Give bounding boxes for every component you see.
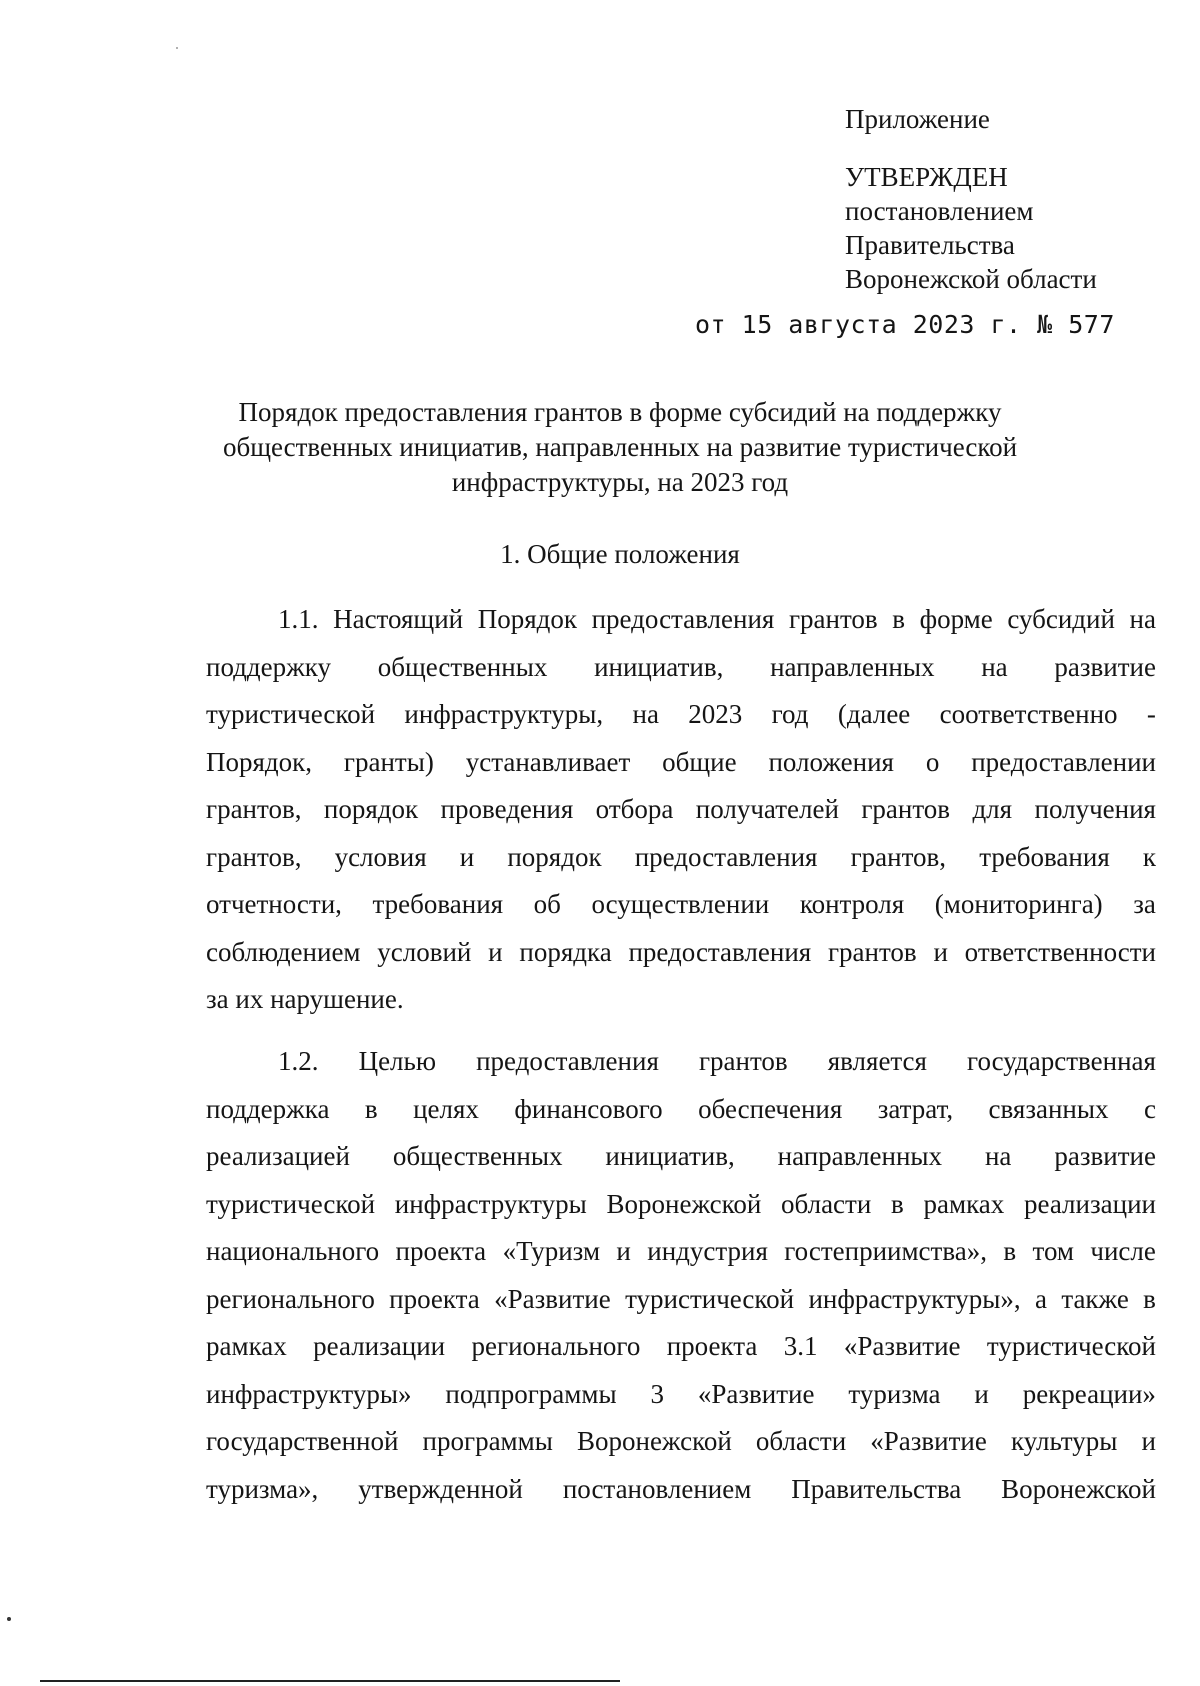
word: общественных	[377, 651, 548, 682]
word: том	[1032, 1236, 1075, 1266]
word: поддержка	[206, 1093, 330, 1124]
word: также	[1061, 1283, 1129, 1314]
word: к	[1142, 841, 1156, 872]
text-line	[206, 1379, 1156, 1427]
word: государственная	[967, 1046, 1156, 1076]
word: общественных	[392, 1141, 563, 1171]
word: культуры	[1010, 1426, 1118, 1456]
resolution-label: постановлением	[845, 196, 1034, 226]
text-line	[206, 747, 1156, 795]
text-line	[206, 1189, 1156, 1237]
text-line	[206, 1474, 1156, 1522]
word: утвержденной	[358, 1473, 523, 1504]
text-line	[206, 1236, 1156, 1284]
word: поддержку	[206, 651, 332, 682]
section-heading: 1. Общие положения	[500, 539, 740, 569]
word: Воронежской	[1001, 1473, 1156, 1504]
word: инфраструктуры,	[404, 699, 604, 729]
resolution-date-number: от 15 августа 2023 г. № 577	[695, 310, 1115, 339]
word: реализации	[313, 1331, 446, 1361]
word: «Развитие	[870, 1426, 987, 1456]
word: национального	[206, 1236, 380, 1266]
word: Целью	[358, 1046, 437, 1076]
appendix-label: Приложение	[845, 104, 990, 134]
word: проведения	[440, 794, 574, 824]
word: грантов,	[206, 794, 302, 824]
word: развитие	[1054, 1141, 1156, 1171]
word: (мониторинга)	[934, 889, 1103, 919]
word: за	[1133, 889, 1156, 919]
word: гостеприимства»,	[784, 1236, 987, 1266]
text-line	[206, 842, 1156, 890]
word: в	[892, 604, 905, 634]
page-bottom-rule	[40, 1680, 620, 1682]
word: грантов,	[850, 841, 947, 872]
word: контроля	[799, 889, 905, 919]
text-line	[206, 1331, 1156, 1379]
word: в	[1003, 1236, 1017, 1266]
word: проекта	[666, 1331, 758, 1361]
word: постановлением	[562, 1473, 752, 1504]
word: реализации	[1024, 1188, 1156, 1219]
word: инициатив,	[594, 651, 724, 682]
word: подпрограммы	[445, 1378, 617, 1409]
word: программы	[422, 1426, 553, 1456]
word: направленных	[777, 1141, 943, 1171]
title-line: инфраструктуры, на 2023 год	[451, 467, 789, 497]
word: гранты)	[343, 746, 434, 777]
word: туристической	[206, 1188, 376, 1219]
word: Настоящий	[333, 604, 464, 634]
word: на	[632, 699, 659, 729]
word: -	[1146, 699, 1156, 729]
word: общие	[662, 746, 737, 777]
word: Правительства	[791, 1473, 962, 1504]
word: регионального	[471, 1331, 641, 1361]
text-line	[206, 604, 1156, 652]
word: на	[981, 651, 1008, 682]
region-label: Воронежской области	[845, 264, 1097, 294]
word: на	[1129, 604, 1156, 634]
word: затрат,	[877, 1093, 954, 1124]
word: на	[984, 1141, 1012, 1171]
title-line: общественных инициатив, направленных на развитие туристической	[222, 432, 1018, 462]
approval-block	[695, 102, 1115, 339]
word: Воронежской	[576, 1426, 732, 1456]
document-title	[210, 395, 1030, 500]
text-line	[206, 1426, 1156, 1474]
word: и	[1141, 1426, 1156, 1456]
word: рекреации»	[1022, 1378, 1156, 1409]
word: направленных	[770, 651, 935, 682]
word: связанных	[988, 1093, 1109, 1124]
word: предоставления	[591, 604, 775, 634]
word: туристической	[206, 699, 376, 729]
word: 3	[650, 1378, 664, 1409]
word: 1.1.	[278, 604, 319, 634]
text-line	[206, 699, 1156, 747]
word: для	[972, 794, 1013, 824]
paragraph-1-1	[206, 604, 1156, 1032]
word: ответственности	[964, 936, 1156, 967]
word: требования	[372, 889, 504, 919]
text-line	[206, 1094, 1156, 1142]
word: 1.2.	[278, 1046, 319, 1076]
text-line	[206, 889, 1156, 937]
word: порядок	[507, 841, 602, 872]
word: в	[1143, 1283, 1156, 1314]
word: развитие	[1054, 651, 1156, 682]
word: «Развитие	[843, 1331, 961, 1361]
word: об	[533, 889, 561, 919]
word: соответственно	[939, 699, 1118, 729]
word: проекта	[395, 1236, 487, 1266]
word: реализацией	[206, 1141, 350, 1171]
word: о	[925, 746, 940, 777]
word: предоставления	[476, 1046, 659, 1076]
word: получения	[1034, 794, 1156, 824]
word: туристической	[625, 1283, 795, 1314]
word: с	[1143, 1093, 1156, 1124]
word: Порядок	[477, 604, 577, 634]
word: инфраструктуры	[394, 1188, 587, 1219]
word: в	[364, 1093, 378, 1124]
word: предоставлении	[971, 746, 1156, 777]
word: субсидий	[1007, 604, 1115, 634]
word: рамках	[206, 1331, 287, 1361]
word: грантов	[861, 794, 951, 824]
word: туристической	[986, 1331, 1156, 1361]
word: требования	[979, 841, 1110, 872]
word: и	[616, 1236, 631, 1266]
word: и	[488, 936, 503, 967]
word: год	[771, 699, 809, 729]
word: соблюдением	[206, 936, 361, 967]
word: регионального	[206, 1283, 375, 1314]
word: целях	[413, 1093, 479, 1124]
scan-dot	[176, 47, 178, 49]
text-line	[206, 1046, 1156, 1094]
word: 2023	[688, 699, 743, 729]
word: инфраструктуры»	[206, 1378, 412, 1409]
word: туризма»,	[206, 1473, 319, 1504]
word: грантов	[788, 604, 878, 634]
word: инициатив,	[605, 1141, 735, 1171]
word: обеспечения	[698, 1093, 843, 1124]
word: форме	[919, 604, 993, 634]
paragraph-1-2	[206, 1046, 1156, 1521]
word: порядка	[519, 936, 612, 967]
text-line	[206, 1141, 1156, 1189]
word: является	[827, 1046, 927, 1076]
word: отбора	[595, 794, 674, 824]
word: в	[891, 1188, 904, 1219]
word: порядок	[323, 794, 419, 824]
word: финансового	[514, 1093, 663, 1124]
text-line	[206, 1284, 1156, 1332]
text-line	[206, 652, 1156, 700]
word: туризма	[848, 1378, 941, 1409]
word: осуществлении	[591, 889, 770, 919]
word: предоставления	[628, 936, 812, 967]
word: устанавливает	[465, 746, 631, 777]
word: «Развитие	[697, 1378, 815, 1409]
word: грантов	[698, 1046, 788, 1076]
word: и	[974, 1378, 989, 1409]
word: грантов,	[206, 841, 302, 872]
word: числе	[1090, 1236, 1156, 1266]
word: «Туризм	[502, 1236, 601, 1266]
word: области	[755, 1426, 847, 1456]
word: проекта	[389, 1283, 480, 1314]
government-label: Правительства	[845, 230, 1015, 260]
word: грантов	[827, 936, 917, 967]
word: а	[1035, 1283, 1047, 1314]
word: условия	[334, 841, 427, 872]
word: государственной	[206, 1426, 399, 1456]
text-line: за их нарушение.	[206, 984, 404, 1014]
scan-dot	[7, 1617, 11, 1621]
word: рамках	[923, 1188, 1005, 1219]
word: предоставления	[634, 841, 818, 872]
word: Воронежской	[606, 1188, 762, 1219]
word: условий	[377, 936, 472, 967]
approved-label: УТВЕРЖДЕН	[845, 162, 1008, 192]
text-line	[206, 794, 1156, 842]
word: Порядок,	[206, 746, 313, 777]
word: и	[933, 936, 948, 967]
text-line	[206, 937, 1156, 985]
word: инфраструктуры»,	[808, 1283, 1021, 1314]
word: отчетности,	[206, 889, 342, 919]
word: «Развитие	[494, 1283, 611, 1314]
word: 3.1	[783, 1331, 818, 1361]
title-line: Порядок предоставления грантов в форме субсидий на поддержку	[238, 397, 1002, 427]
word: получателей	[695, 794, 839, 824]
word: и	[459, 841, 475, 872]
word: области	[781, 1188, 872, 1219]
word: положения	[768, 746, 894, 777]
word: (далее	[837, 699, 911, 729]
word: индустрия	[647, 1236, 768, 1266]
